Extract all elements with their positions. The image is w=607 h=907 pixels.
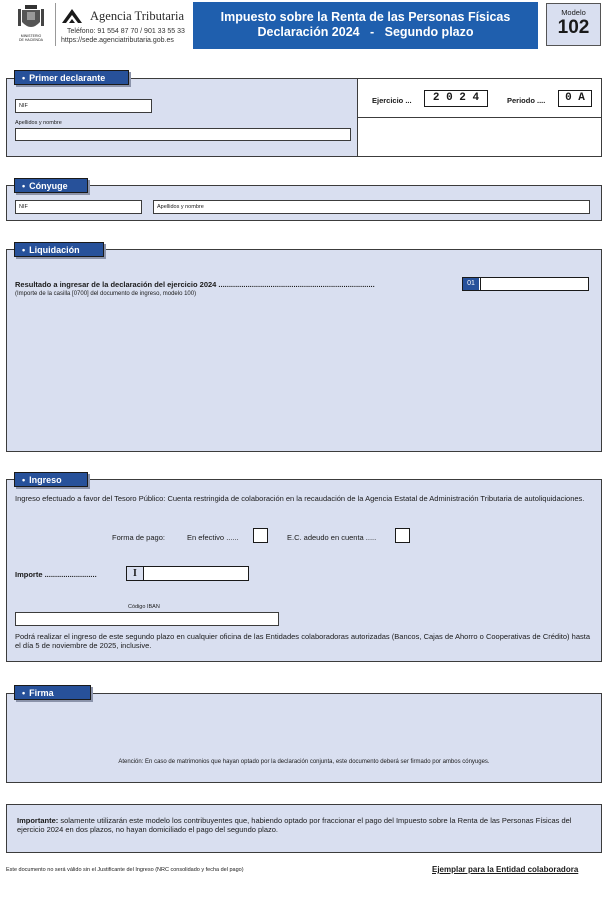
aeat-logo-icon [60,7,84,25]
section-tag-liquidacion: • Liquidación [14,242,104,257]
form-title-line1: Impuesto sobre la Renta de las Personas Físicas [220,10,511,24]
form-title-banner [193,2,538,49]
firma-panel [6,693,602,783]
iban-label: Código IBAN [128,604,160,610]
adeudo-checkbox[interactable] [395,528,410,543]
importe-label: Importe ......................... [15,570,97,579]
resultado-note: (Importe de la casilla [0700] del documento de ingreso, modelo 100) [15,291,197,297]
section-tag-primer-declarante: • Primer declarante [14,70,129,85]
primer-declarante-panel [6,78,358,157]
importe-marker: I [127,567,144,580]
adeudo-label: E.C. adeudo en cuenta ..... [287,533,377,542]
efectivo-checkbox[interactable] [253,528,268,543]
forma-pago-label: Forma de pago: [112,533,165,542]
box-number-badge: 01 [463,278,479,290]
importe-field[interactable] [126,566,249,581]
conyuge-nif-field[interactable]: NIF [15,200,142,214]
ingreso-description: Ingreso efectuado a favor del Tesoro Público: Cuenta restringida de colaboración en la recaudación de la Agencia Estatal de Administración Tributaria de autoliquidaciones. [15,494,585,503]
resultado-label: Resultado a ingresar de la declaración del ejercicio 2024 ........................................................................... [15,280,375,289]
importante-text: Importante: solamente utilizarán este modelo los contribuyentes que, habiendo optado por fraccionar el pago del Impuesto sobre la Renta de las Personas Físicas del ejercicio 2024 en dos plazos, no hayan domiciliado el pago del segundo plazo. [17,816,572,834]
declarante-name-label: Apellidos y nombre [15,120,62,126]
footer-copy-label: Ejemplar para la Entidad colaboradora [432,865,579,874]
modelo-box [546,3,601,46]
ministry-name: MINISTERIO DE HACIENDA [19,34,43,42]
conyuge-name-field[interactable]: Apellidos y nombre [153,200,590,214]
coat-of-arms-icon [14,4,48,34]
declarante-nif-field[interactable]: NIF [15,99,152,113]
iban-field[interactable] [15,612,279,626]
agency-phone: Teléfono: 91 554 87 70 / 901 33 55 33 [67,28,185,35]
section-tag-firma: • Firma [14,685,91,700]
footer-validity-note: Este documento no será válido sin el Justificante del Ingreso (NRC consolidado y fecha del pago) [6,867,244,873]
form-title-line2: Declaración 2024 - Segundo plazo [257,25,474,39]
periodo-field[interactable]: 0 A [558,90,592,107]
importante-panel [6,804,602,853]
agency-name: Agencia Tributaria [90,9,185,23]
periodo-label: Periodo .... [507,96,546,105]
efectivo-label: En efectivo ...... [187,533,239,542]
modelo-label: Modelo [561,8,586,17]
ejercicio-label: Ejercicio ... [372,96,412,105]
firma-atencion: Atención: En caso de matrimonios que hayan optado por la declaración conjunta, este documento deberá ser firmado por ambos cónyuges. [118,759,490,765]
resultado-field[interactable] [462,277,589,291]
ejercicio-field[interactable]: 2 0 2 4 [424,90,488,107]
section-tag-conyuge: • Cónyuge [14,178,88,193]
modelo-number: 102 [557,17,590,38]
importante-label: Importante: [17,816,59,825]
ingreso-note: Podrá realizar el ingreso de este segundo plazo en cualquier oficina de las Entidades colaboradoras autorizadas (Bancos, Cajas de Ahorro o Cooperativas de Crédito) hasta el día 5 de noviembre de 2025, inclusive. [15,632,590,650]
agency-website[interactable]: https://sede.agenciatributaria.gob.es [61,37,174,44]
section-tag-ingreso: • Ingreso [14,472,88,487]
declarante-name-field[interactable] [15,128,351,141]
